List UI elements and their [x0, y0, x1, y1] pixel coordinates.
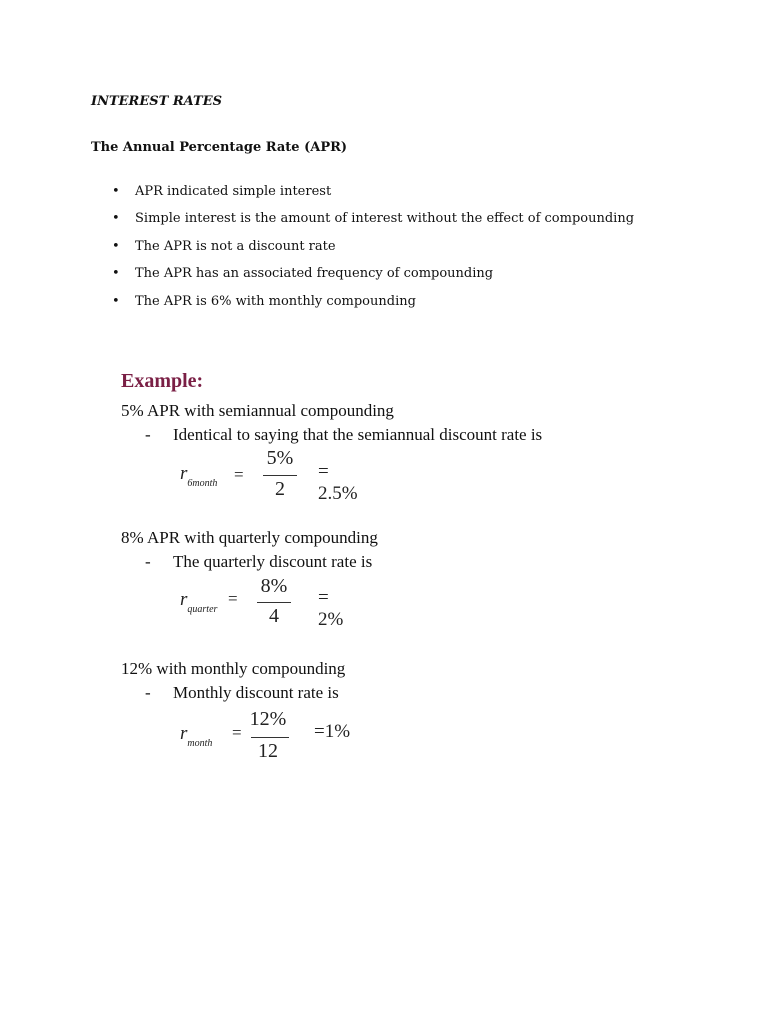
formula-result: = 2.5%: [318, 461, 358, 504]
bullet-icon: •: [112, 266, 120, 282]
fraction-bar: [263, 475, 297, 476]
example-case-line: 12% with monthly compounding: [121, 659, 346, 678]
example-case-sub: - Identical to saying that the semiannual discount rate is: [145, 425, 543, 444]
bullet-icon: •: [112, 184, 120, 199]
formula-numerator: 8%: [260, 575, 288, 597]
dash: -: [145, 425, 151, 444]
example-case-sub: - The quarterly discount rate is: [145, 552, 373, 571]
section-title: The Annual Percentage Rate (APR): [91, 140, 348, 155]
example-case-line: 5% APR with semiannual compounding: [121, 401, 394, 420]
page-title: INTEREST RATES: [91, 94, 222, 109]
formula-variable: $r_{month}$: [180, 723, 213, 749]
example-case-line: 8% APR with quarterly compounding: [121, 528, 378, 547]
example-case-sub: - Monthly discount rate is: [145, 683, 339, 702]
example-heading: Example:: [121, 370, 204, 392]
formula-numerator: 5%: [266, 447, 294, 469]
formula-equals: =: [232, 723, 242, 742]
formula-denominator: 4: [269, 605, 279, 627]
formula-variable: $r_{6month}$: [180, 463, 218, 489]
formula-denominator: 12: [258, 740, 278, 762]
fraction-bar: [251, 737, 289, 738]
formula-variable: $r_{quarter}$: [180, 589, 218, 615]
list-item: • The APR is not a discount rate: [112, 238, 336, 254]
formula-equals: =: [234, 465, 244, 484]
formula-equals: =: [228, 589, 238, 608]
fraction-bar: [257, 602, 291, 603]
list-item: • APR indicated simple interest: [112, 184, 332, 199]
list-item: • The APR is 6% with monthly compounding: [112, 293, 416, 309]
bullet-icon: •: [112, 238, 120, 254]
bullet-icon: •: [112, 293, 120, 309]
formula-numerator: 12%: [249, 708, 287, 730]
dash: -: [145, 683, 151, 702]
list-item: • Simple interest is the amount of interest without the effect of compounding: [112, 211, 635, 227]
formula-result: =1%: [314, 721, 351, 742]
dash: -: [145, 552, 151, 571]
formula-denominator: 2: [275, 478, 285, 500]
bullet-list: [112, 183, 634, 320]
formula-result: = 2%: [318, 587, 344, 630]
list-item: • The APR has an associated frequency of compounding: [112, 266, 494, 282]
bullet-icon: •: [112, 211, 120, 227]
